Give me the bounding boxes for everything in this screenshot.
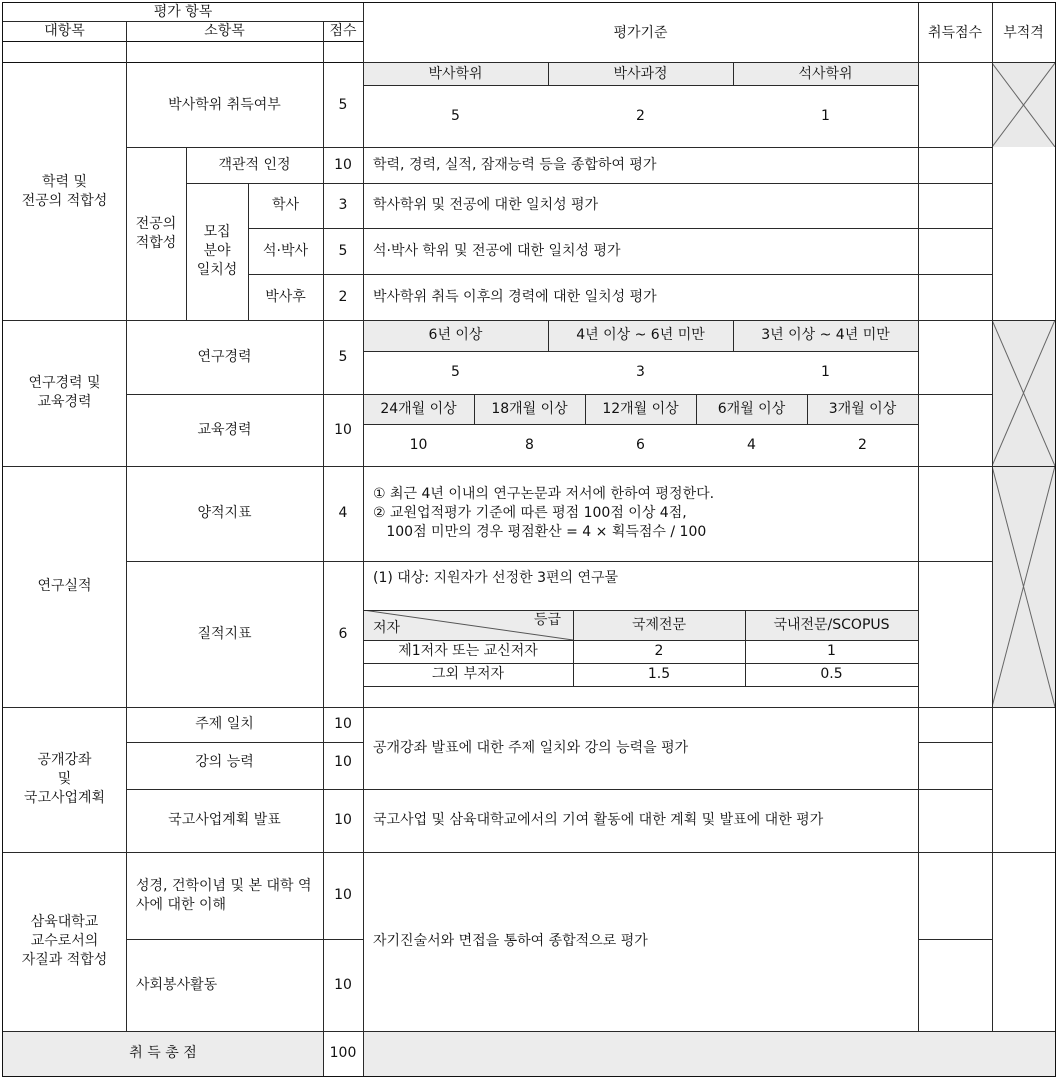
- research-value-2: 3: [636, 364, 645, 381]
- header-score: 점수: [329, 22, 357, 39]
- other-author-label: 그외 부저자: [431, 666, 505, 683]
- header-criteria: 평가기준: [613, 24, 668, 41]
- section-research-title: 연구실적: [37, 578, 92, 595]
- teaching-value-4: 4: [747, 436, 756, 453]
- quant-score: 4: [338, 505, 348, 522]
- service-label: 사회봉사활동: [136, 976, 218, 993]
- first-author-intl: 2: [654, 643, 664, 660]
- header-eligibility: 부적격: [1003, 24, 1044, 41]
- phd-status-label: 박사학위 취득여부: [168, 96, 281, 113]
- phd-option-1: 박사학위: [428, 65, 483, 82]
- postdoc-label: 박사후: [265, 288, 306, 305]
- bible-label: 성경, 건학이념 및 본 대학 역사에 대한 이해: [136, 877, 312, 913]
- objective-label: 객관적 인정: [218, 156, 291, 173]
- phd-value-3: 1: [821, 107, 830, 124]
- other-author-intl: 1.5: [647, 666, 671, 683]
- research-option-3: 3년 이상 ~ 4년 미만: [761, 327, 890, 344]
- grade-label: 등급: [533, 612, 561, 628]
- na-box-phd: [992, 63, 1055, 147]
- teaching-option-2: 18개월 이상: [491, 400, 568, 417]
- section-education-title: 학력 및 전공의 적합성: [21, 173, 108, 209]
- lecture-criteria: 공개강좌 발표에 대한 주제 일치와 강의 능력을 평가: [373, 739, 689, 756]
- objective-score: 10: [334, 156, 352, 173]
- quant-criteria: ① 최근 4년 이내의 연구논문과 저서에 한하여 평정한다. ② 교원업적평가 기준에 따른 평점 100점 이상 4점, 100점 미만의 경우 평점환산 = 4 × 획득점수 / 100: [373, 486, 715, 540]
- teaching-value-2: 8: [525, 436, 534, 453]
- total-score: 100: [323, 1031, 363, 1076]
- section-qualification-title: 삼육대학교 교수로서의 자질과 적합성: [21, 914, 108, 968]
- qualification-criteria: 자기진술서와 면접을 통하여 종합적으로 평가: [373, 933, 648, 950]
- phd-value-1: 5: [451, 107, 460, 124]
- field-fit-label: 모집 분야 일치성: [196, 224, 238, 278]
- total-label: 취 득 총 점: [129, 1045, 197, 1062]
- phd-value-2: 2: [636, 107, 645, 124]
- lecture-score: 10: [334, 754, 352, 771]
- bachelor-score: 3: [338, 197, 348, 214]
- topic-score: 10: [334, 716, 352, 733]
- lecture-label: 강의 능력: [195, 754, 254, 771]
- header-major: 대항목: [44, 22, 85, 39]
- intl-header: 국제전문: [631, 616, 687, 633]
- na-box-research: [992, 466, 1055, 707]
- research-career-score: 5: [338, 348, 348, 365]
- other-author-domestic: 0.5: [820, 666, 843, 683]
- teaching-career-score: 10: [334, 421, 352, 438]
- plan-label: 국고사업계획 발표: [168, 812, 281, 829]
- teaching-option-1: 24개월 이상: [380, 400, 457, 417]
- teaching-option-4: 6개월 이상: [717, 400, 786, 417]
- first-author-domestic: 1: [827, 643, 836, 660]
- header-minor: 소항목: [204, 22, 245, 39]
- research-option-2: 4년 이상 ~ 6년 미만: [576, 327, 705, 344]
- teaching-career-label: 교육경력: [197, 421, 252, 438]
- major-fit-label: 전공의 적합성: [135, 215, 177, 251]
- author-grade-header: [363, 610, 573, 640]
- qual-label: 질적지표: [197, 625, 252, 642]
- header-obtained: 취득점수: [927, 24, 983, 41]
- bible-score: 10: [334, 887, 352, 904]
- bachelor-criteria: 학사학위 및 전공에 대한 일치성 평가: [373, 197, 599, 214]
- teaching-option-5: 3개월 이상: [828, 400, 897, 417]
- plan-criteria: 국고사업 및 삼육대학교에서의 기여 활동에 대한 계획 및 발표에 대한 평가: [373, 812, 824, 829]
- plan-score: 10: [334, 812, 352, 829]
- postdoc-score: 2: [338, 288, 348, 305]
- postdoc-criteria: 박사학위 취득 이후의 경력에 대한 일치성 평가: [373, 288, 657, 305]
- na-box-career: [992, 320, 1055, 466]
- master-doctor-criteria: 석·박사 학위 및 전공에 대한 일치성 평가: [373, 242, 621, 259]
- research-value-1: 5: [451, 364, 460, 381]
- research-value-3: 1: [821, 364, 830, 381]
- master-doctor-label: 석·박사: [262, 242, 309, 259]
- phd-option-2: 박사과정: [613, 65, 668, 82]
- teaching-option-3: 12개월 이상: [602, 400, 679, 417]
- teaching-value-1: 10: [409, 436, 428, 453]
- teaching-value-3: 6: [636, 436, 645, 453]
- master-doctor-score: 5: [338, 242, 348, 259]
- section-lecture-title: 공개강좌 및 국고사업계획: [23, 752, 106, 806]
- teaching-value-5: 2: [858, 436, 867, 453]
- first-author-label: 제1저자 또는 교신저자: [398, 643, 538, 660]
- phd-status-score: 5: [338, 96, 348, 113]
- quant-label: 양적지표: [197, 505, 252, 522]
- qual-score: 6: [338, 625, 348, 642]
- header-eval-items: 평가 항목: [153, 3, 213, 20]
- section-career-title: 연구경력 및 교육경력: [28, 375, 101, 410]
- phd-option-3: 석사학위: [798, 65, 853, 82]
- domestic-header: 국내전문/SCOPUS: [773, 616, 890, 633]
- research-career-label: 연구경력: [197, 348, 252, 365]
- objective-criteria: 학력, 경력, 실적, 잠재능력 등을 종합하여 평가: [373, 156, 657, 173]
- service-score: 10: [334, 976, 352, 993]
- qual-target: (1) 대상: 지원자가 선정한 3편의 연구물: [373, 570, 619, 587]
- bachelor-label: 학사: [271, 197, 300, 214]
- author-label: 저자: [373, 620, 401, 637]
- research-option-1: 6년 이상: [428, 327, 483, 344]
- topic-label: 주제 일치: [195, 716, 254, 733]
